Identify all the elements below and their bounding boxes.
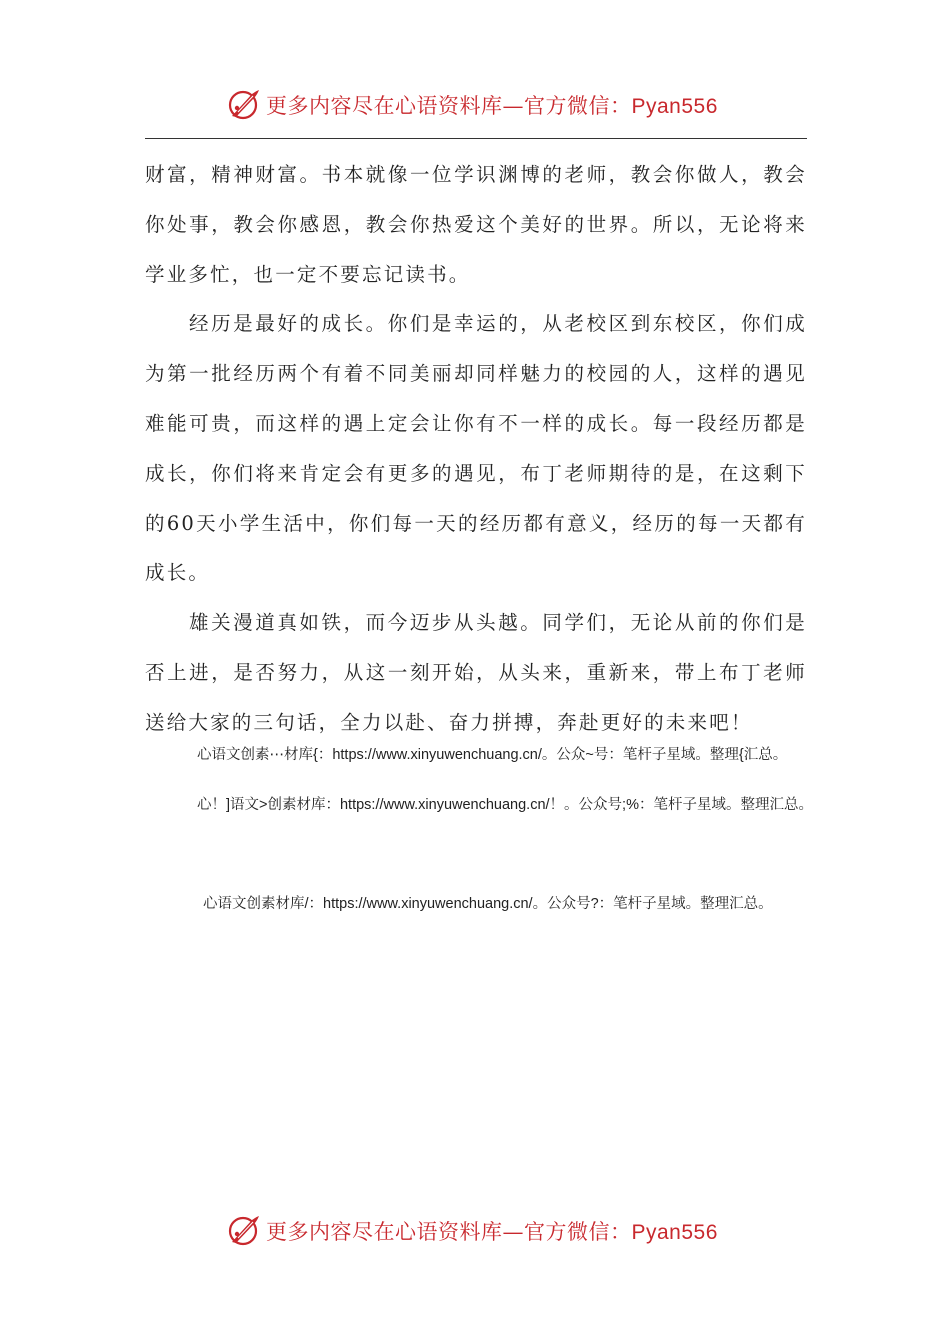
paragraph-3: 雄关漫道真如铁，而今迈步从头越。同学们，无论从前的你们是否上进，是否努力，从这一刻开始，从头来，重新来，带上布丁老师送给大家的三句话，全力以赴、奋力拼搏，奔赴更好的未来吧！ (145, 611, 807, 734)
footer-text (266, 1216, 718, 1246)
source-note-1: 心语文创素⋯材库{：https://www.xinyuwenchuang.cn/。公众~号：笔杆子星域。整理{汇总。 (197, 747, 788, 763)
footer-dash: — (502, 1220, 524, 1244)
source-notes-1 (145, 743, 815, 768)
footer-official: 官方微信： (524, 1220, 632, 1244)
source-notes-3 (145, 892, 807, 917)
header-banner (0, 84, 950, 124)
source-note-3: 心语文创素材库/：https://www.xinyuwenchuang.cn/。公众号?：笔杆子星域。整理汇总。 (203, 896, 773, 912)
quill-logo-icon (226, 1212, 262, 1248)
paragraph-1: 财富，精神财富。书本就像一位学识渊博的老师，教会你做人，教会你处事，教会你感恩，教会你热爱这个美好的世界。所以，无论将来学业多忙，也一定不要忘记读书。 (145, 163, 807, 286)
header-dash: — (502, 94, 524, 118)
source-note-2: 心！]语文>创素材库：https://www.xinyuwenchuang.cn/！。公众号;%：笔杆子星域。整理汇总。 (197, 797, 813, 813)
header-text (266, 90, 718, 120)
footer-wechat: Pyan556 (631, 1221, 718, 1244)
header-official: 官方微信： (524, 94, 632, 118)
quill-logo-icon (226, 86, 262, 122)
header-divider (145, 138, 807, 139)
footer-brand: 更多内容尽在心语资料库 (266, 1220, 503, 1244)
footer-banner (0, 1210, 950, 1250)
header-brand: 更多内容尽在心语资料库 (266, 94, 503, 118)
header-wechat: Pyan556 (631, 95, 718, 118)
source-notes-2 (145, 793, 815, 818)
paragraph-2: 经历是最好的成长。你们是幸运的，从老校区到东校区，你们成为第一批经历两个有着不同美丽却同样魅力的校园的人，这样的遇见难能可贵，而这样的遇上定会让你有不一样的成长。每一段经历都是成长，你们将来肯定会有更多的遇见，布丁老师期待的是，在这剩下的60天小学生活中，你们每一天的经历都有意义，经历的每一天都有成长。 (145, 312, 807, 585)
article-body (145, 150, 807, 748)
